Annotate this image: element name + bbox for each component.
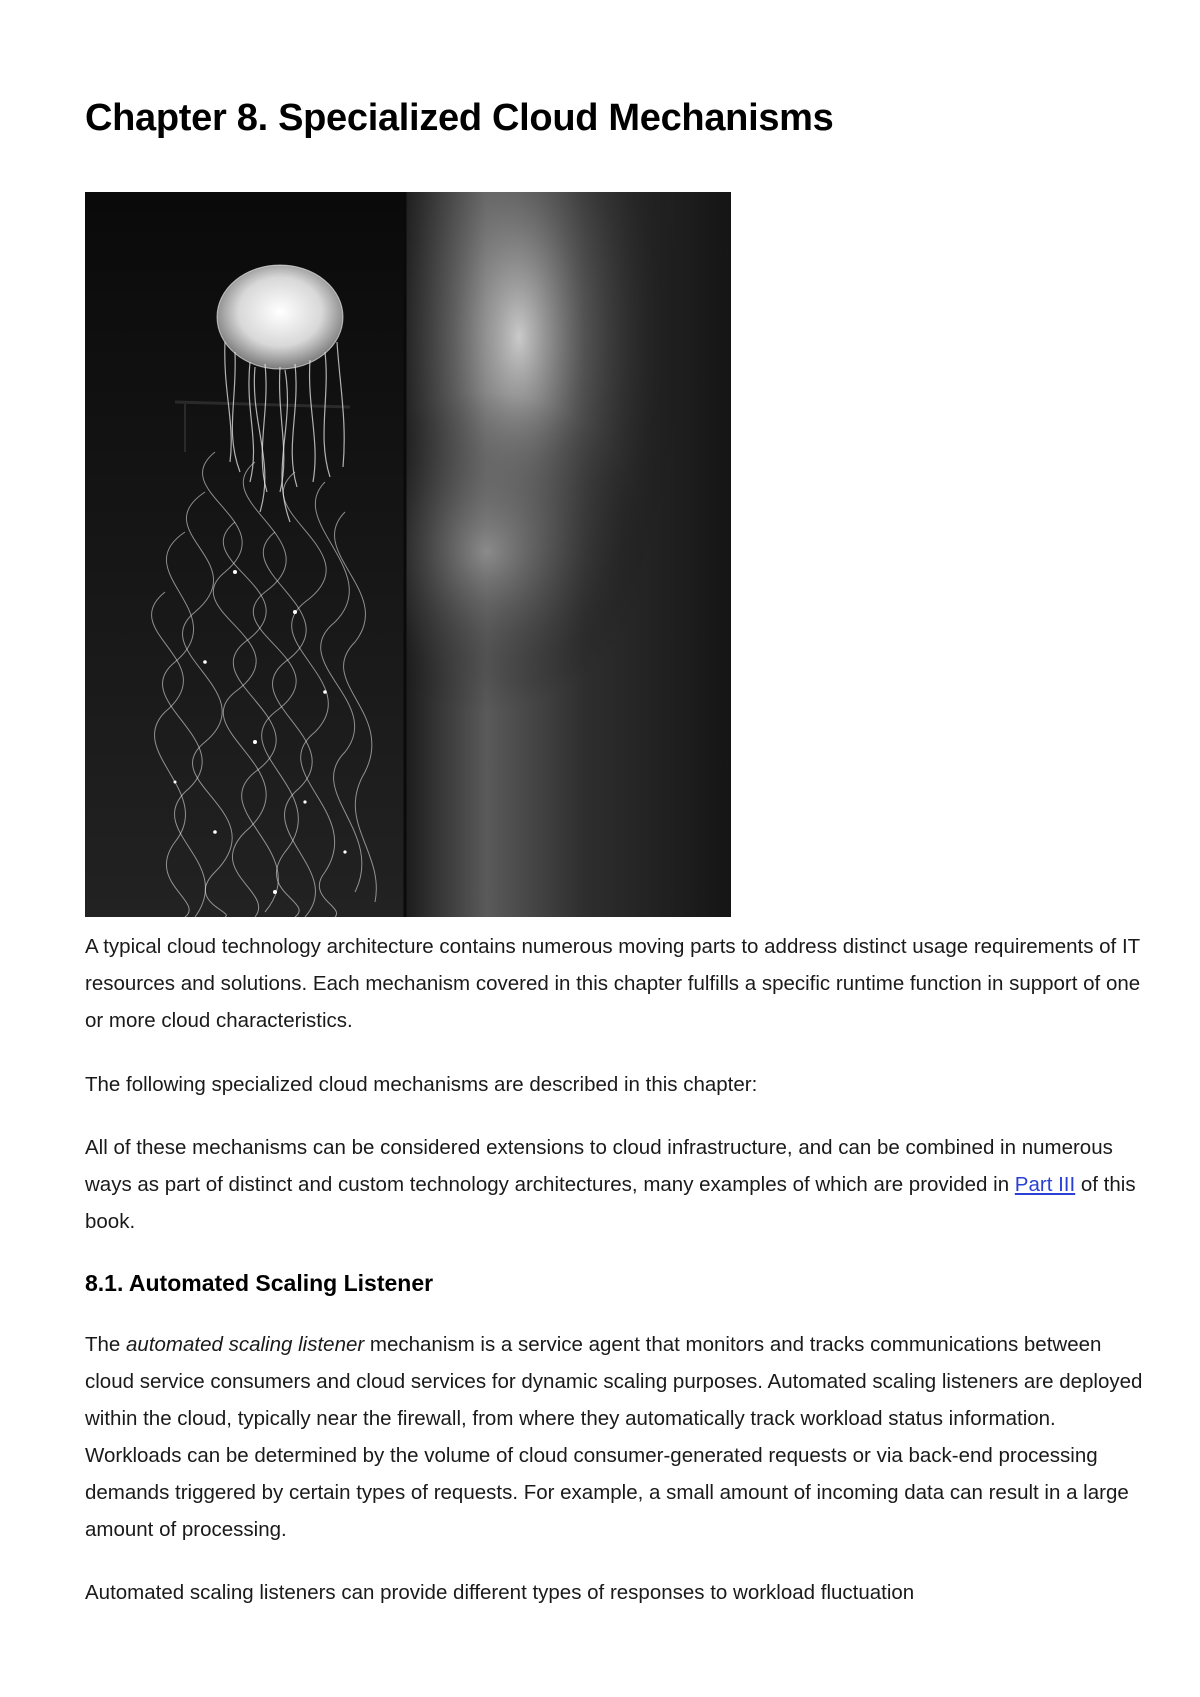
asl-term: automated scaling listener: [126, 1333, 365, 1356]
asl-text-before: The: [85, 1333, 127, 1356]
document-page: [85, 96, 1145, 1611]
intro-paragraph: A typical cloud technology architecture contains numerous moving parts to address distinct usage requirements of IT resources and solutions. Each mechanism covered in this chapter fulfills a specific runtime function in support of one or more cloud characteristics.: [85, 935, 1141, 1032]
asl-text-after: mechanism is a service agent that monitors and tracks communications between cloud service consumers and cloud services for dynamic scaling purposes. Automated scaling listeners are deployed within the cloud, typically near the firewall, from where they automatically track workload status information. Workloads can be determined by the volume of cloud consumer-generated requests or via back-end processing demands triggered by certain types of requests. For example, a small amount of incoming data can result in a large amount of processing.: [85, 1333, 1143, 1541]
following-mechanisms-paragraph: The following specialized cloud mechanisms are described in this chapter:: [85, 1073, 758, 1096]
extensions-text-before: All of these mechanisms can be considered extensions to cloud infrastructure, and can be combined in numerous ways as part of distinct and custom technology architectures, many examples of which are provided in: [85, 1136, 1113, 1196]
jellyfish-sculpture-image: [85, 192, 731, 917]
chapter-figure-image: [85, 192, 731, 917]
extensions-paragraph: [85, 1129, 1145, 1240]
chapter-title: Chapter 8. Specialized Cloud Mechanisms: [85, 97, 834, 139]
part-iii-link[interactable]: Part III: [1014, 1173, 1076, 1196]
automated-scaling-listener-paragraph: [85, 1326, 1145, 1548]
extensions-text-after: of this book.: [85, 1173, 1136, 1233]
section-heading: 8.1. Automated Scaling Listener: [85, 1270, 434, 1296]
responses-paragraph: Automated scaling listeners can provide different types of responses to workload fluctuation: [85, 1581, 915, 1604]
